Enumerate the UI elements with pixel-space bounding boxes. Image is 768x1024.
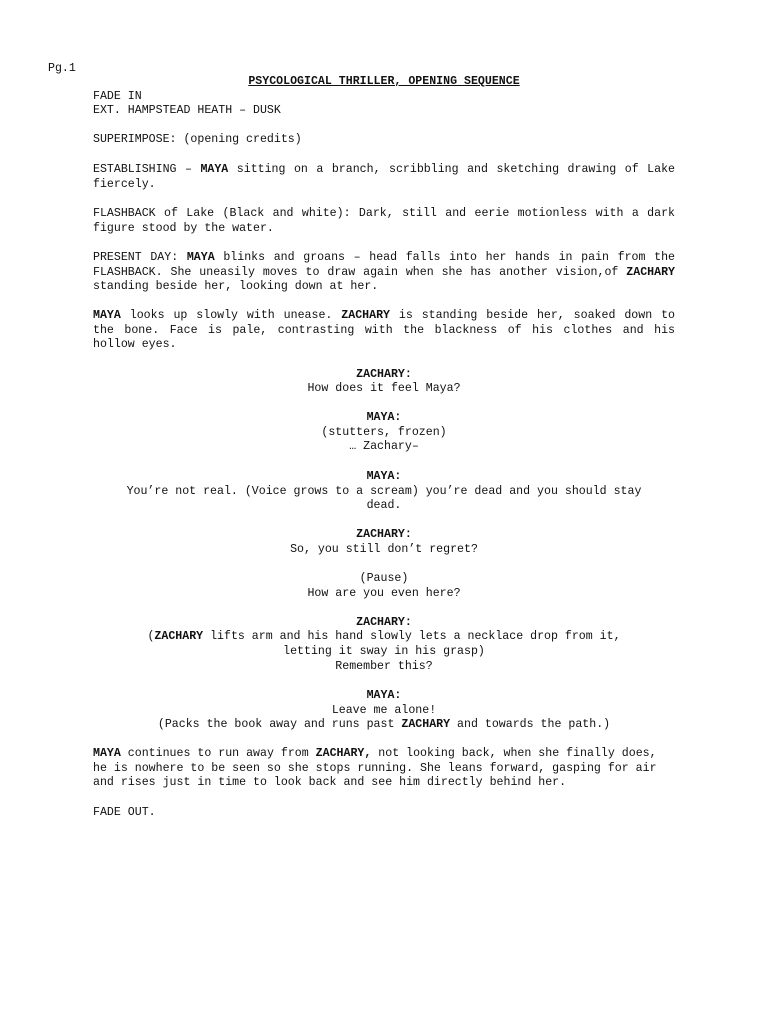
dialogue-line: How does it feel Maya?: [307, 382, 461, 395]
superimpose-line: SUPERIMPOSE: (opening credits): [93, 133, 302, 146]
flashback-paragraph: FLASHBACK of Lake (Black and white): Dark, still and eerie motionless with a dark figure stood by the water.: [93, 207, 675, 235]
dialogue-line: So, you still don’t regret?: [290, 543, 478, 556]
parenthetical: (Packs the book away and runs past ZACHARY and towards the path.): [157, 718, 611, 731]
dialogue-line: How are you even here?: [307, 587, 461, 600]
fade-in: FADE IN: [93, 90, 142, 103]
dialogue-line: dead.: [366, 499, 402, 512]
parenthetical: (ZACHARY lifts arm and his hand slowly lets a necklace drop from it,: [147, 630, 621, 643]
dialogue-line: You’re not real. (Voice grows to a scream) you’re dead and you should stay: [126, 485, 642, 498]
parenthetical: (Pause): [359, 572, 409, 585]
scene-heading: EXT. HAMPSTEAD HEATH – DUSK: [93, 104, 281, 117]
present-day-paragraph: PRESENT DAY: MAYA blinks and groans – head falls into her hands in pain from the FLASHBACK. She uneasily moves to draw again when she has another vision,of ZACHARY standing beside her, looking down at her.: [93, 251, 675, 294]
dialogue-line: … Zachary–: [349, 440, 419, 453]
script-title: PSYCOLOGICAL THRILLER, OPENING SEQUENCE: [248, 75, 520, 88]
closing-paragraph: MAYA continues to run away from ZACHARY, not looking back, when she finally does, he is nowhere to be seen so she stops running. She leans forward, gasping for air and rises just in time to look back and see him directly behind her.: [93, 747, 657, 790]
dialogue-line: Remember this?: [335, 660, 433, 673]
parenthetical: letting it sway in his grasp): [283, 645, 485, 658]
character-cue: ZACHARY:: [356, 616, 412, 629]
establishing-paragraph: ESTABLISHING – MAYA sitting on a branch, scribbling and sketching drawing of Lake fiercely.: [93, 163, 675, 191]
page-number: Pg.1: [48, 62, 76, 75]
character-cue: ZACHARY:: [356, 528, 412, 541]
fade-out: FADE OUT.: [93, 806, 156, 819]
character-cue: MAYA:: [366, 411, 402, 424]
character-cue: ZACHARY:: [356, 368, 412, 381]
dialogue-line: Leave me alone!: [331, 704, 437, 717]
action-paragraph: MAYA looks up slowly with unease. ZACHARY is standing beside her, soaked down to the bone. Face is pale, contrasting with the blackness of his clothes and his hollow eyes.: [93, 309, 675, 352]
character-cue: MAYA:: [366, 470, 402, 483]
character-cue: MAYA:: [366, 689, 402, 702]
parenthetical: (stutters, frozen): [321, 426, 447, 439]
